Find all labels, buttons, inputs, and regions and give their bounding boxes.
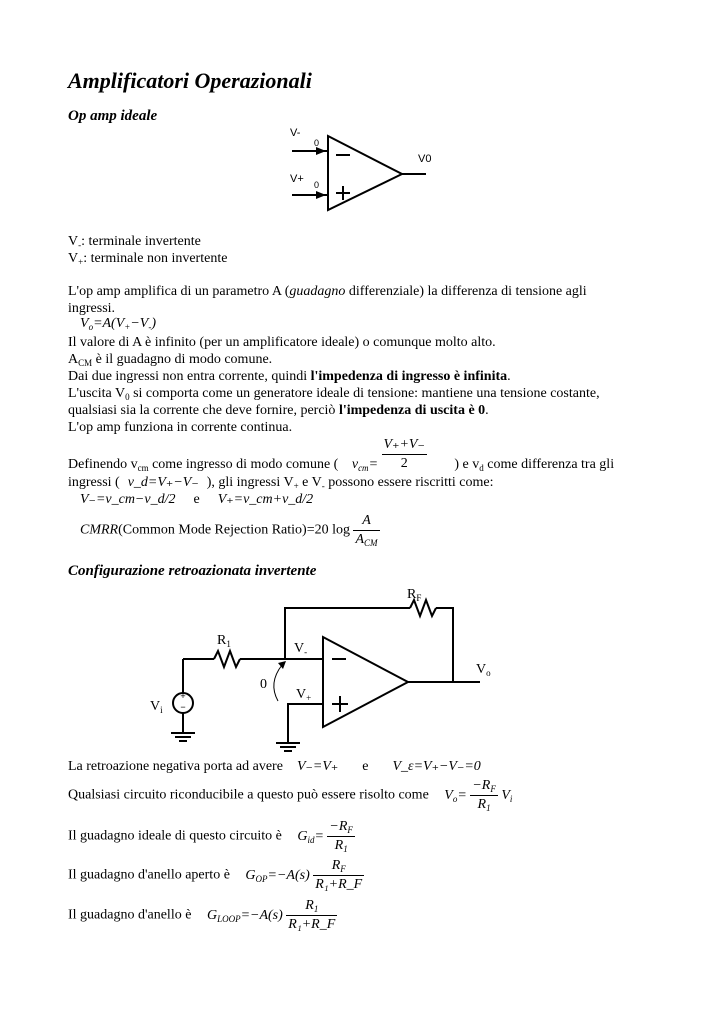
paragraph-line: L'op amp funziona in corrente continua.	[68, 420, 293, 435]
op-amp-triangle	[328, 136, 402, 210]
arrow-icon	[316, 147, 326, 155]
equation-v-minus-plus: V₋=v_cm−v_d/2 e V₊=v_cm+v_d/2	[80, 492, 314, 507]
label-v-out: V0	[418, 153, 432, 165]
ideal-gain-line: Il guadagno ideale di questo circuito è $G_{id}=$ $\frac{-R_F}{R_1}$	[68, 819, 353, 854]
paragraph-line: ingressi.	[68, 301, 116, 316]
paragraph-line: qualsiasi sia la corrente che deve fornire, perciò l'impedenza di uscita è 0.	[68, 403, 489, 418]
op-amp-symbol-diagram	[286, 124, 446, 216]
paragraph-line-vcm: Definendo $v_{cm}$ come ingresso di modo comune ( $v_{cm}=$ $\frac{V_++V_-}{2}$ ) e $v_d$ come differenza tra gli	[68, 437, 615, 473]
section-heading-ideal: Op amp ideale	[68, 108, 158, 124]
feedback-line: La retroazione negativa porta ad avere V₋=V₊ e V_ε=V₊−V₋=0	[68, 759, 481, 774]
paragraph-line: L'uscita $V_0$ si comporta come un generatore ideale di tensione: mantiene una tensione costante,	[68, 386, 600, 402]
svg-text:−: −	[180, 702, 186, 712]
paragraph-line: Il valore di A è infinito (per un amplificatore ideale) o comunque molto alto.	[68, 335, 496, 350]
label-v-plus: V+	[290, 173, 304, 185]
label-v-plus: $V_+$	[296, 687, 312, 703]
equation-vo: $V_o=A(V_+-V_-)$	[80, 316, 157, 332]
paragraph-line: ingressi ( v_d=V₊−V₋ ), gli ingressi $V_+$ e $V_-$ possono essere riscritti come:	[68, 475, 494, 491]
label-v-minus: V-	[290, 127, 301, 139]
def-non-inverting: $V_+$: terminale non invertente	[68, 251, 228, 267]
op-amp-triangle	[323, 637, 408, 727]
def-inverting: $V_-$: terminale invertente	[68, 234, 201, 250]
label-vi: $V_i$	[150, 699, 163, 715]
paragraph-line: L'op amp amplifica di un parametro A (guadagno differenziale) la differenza di tensione agli	[68, 284, 587, 299]
section-heading-inverting: Configurazione retroazionata invertente	[68, 563, 317, 579]
label-zero-b: 0	[314, 180, 320, 190]
svg-text:+: +	[180, 691, 186, 701]
label-zero-a: 0	[314, 138, 320, 148]
paragraph-line: $A_{CM}$ è il guadagno di modo comune.	[68, 352, 273, 368]
label-zero: 0	[260, 677, 267, 692]
equation-cmrr: CMRR(Common Mode Rejection Ratio)=20 log $\frac{A}{A_{CM}}$	[80, 513, 378, 548]
paragraph-line: Dai due ingressi non entra corrente, quindi l'impedenza di ingresso è infinita.	[68, 369, 511, 384]
label-rf: $R_F$	[407, 587, 422, 603]
label-vo: $V_o$	[476, 662, 491, 678]
label-r1: $R_1$	[217, 633, 231, 649]
resistor-r1	[214, 651, 240, 667]
resistor-rf	[410, 600, 436, 616]
arrow-icon	[278, 661, 286, 669]
page-title: Amplificatori Operazionali	[68, 68, 312, 93]
open-loop-gain-line: Il guadagno d'anello aperto è $G_{OP}=-A(s)$ $\frac{R_F}{\text{R₁+R\_F}}$	[68, 858, 363, 892]
label-v-minus: $V_-$	[294, 641, 308, 657]
loop-gain-line: Il guadagno d'anello è $G_{LOOP}=-A(s)$ $\frac{R_1}{\text{R₁+R\_F}}$	[68, 898, 336, 932]
solution-line: Qualsiasi circuito riconducibile a questo può essere risolto come $V_o=$ $\frac{-R_F}{R_1}$ $V_i$	[68, 778, 513, 813]
arrow-icon	[316, 191, 326, 199]
inverting-amplifier-circuit	[140, 585, 500, 755]
